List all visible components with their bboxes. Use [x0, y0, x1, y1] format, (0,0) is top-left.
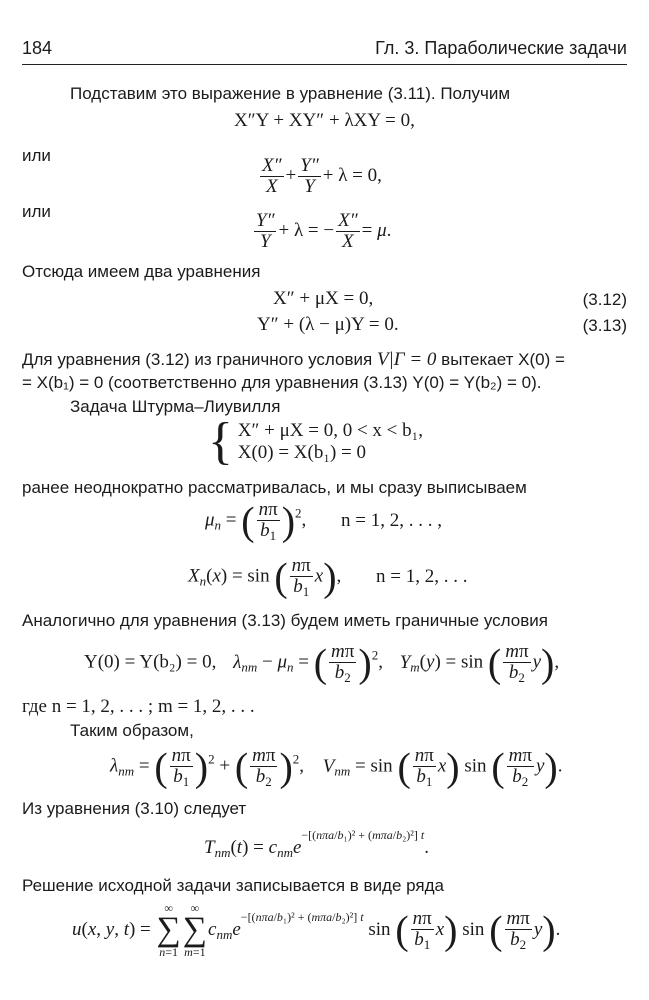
- paragraph-analogously: Аналогично для уравнения (3.13) будем иметь граничные условия: [22, 611, 548, 630]
- equation-boundary-m: Y(0) = Y(b₂) = 0, $\lambda_{nm} - \mu_n$ = ( $\frac{m\pi}{b_2}$ )$^2$, $Y_m(y) = \sin$ ( $\frac{m\pi}{b_2}$ y),: [84, 640, 560, 686]
- equation-T-nm: $T_{nm}(t) = c_{nm}e-[(n\pi a/b_1)^2 + (m\pi a/b_2)^2]$ t.: [204, 828, 429, 860]
- bc-y: Y(0) = Y(b₂) = 0,: [84, 651, 217, 673]
- sl-equation: X″ + μX = 0, 0 < x < b₁,: [237, 420, 423, 441]
- sum-n: ∞ ∑ n=1: [156, 901, 181, 959]
- boundary-text-b: вытекает X(0) =: [441, 350, 565, 369]
- equation-3-12: X″ + μX = 0,: [273, 288, 374, 309]
- paragraph-from-3-10: Из уравнения (3.10) следует: [22, 799, 247, 818]
- equation-number-3-12: (3.12): [582, 290, 627, 309]
- mu-n-range: n = 1, 2, . . . ,: [341, 509, 442, 531]
- X-n-range: n = 1, 2, . . .: [376, 565, 468, 587]
- equation-mu-definition: $\frac{Y''}{Y}$ + λ = − $\frac{X''}{X}$ = μ.: [256, 210, 392, 252]
- equation-3-13: Y″ + (λ − μ)Y = 0.: [257, 314, 399, 335]
- equation-lambda-V: $\lambda_{nm}$ = ( $\frac{n\pi}{b_1}$ )$^2$ + ( $\frac{m\pi}{b_2}$ )$^2$, $V_{nm} = \sin$ ( $\frac{n\pi}{b_1}$ x) sin ( $\frac{m\pi}{b_2}$ y).: [110, 744, 563, 790]
- paragraph-sturm-liouville: Задача Штурма–Лиувилля: [70, 397, 281, 416]
- sl-boundary: X(0) = X(b₁) = 0: [237, 442, 367, 463]
- paragraph-earlier: ранее неоднократно рассматривалась, и мы сразу выписываем: [22, 478, 527, 497]
- paragraph-two-equations: Отсюда имеем два уравнения: [22, 262, 261, 281]
- header-rule: [22, 64, 627, 65]
- equation-ratio-sum: $\frac{X''}{X}$ + $\frac{Y''}{Y}$ + λ = 0,: [262, 155, 382, 197]
- page-number: 184: [22, 38, 53, 58]
- paragraph-thus: Таким образом,: [70, 721, 194, 740]
- left-brace: {: [208, 413, 233, 470]
- page-header: [22, 36, 627, 62]
- bc-comma: ,: [554, 651, 560, 673]
- paragraph-boundary-line1: [22, 349, 565, 371]
- paragraph-substitute: Подставим это выражение в уравнение (3.11). Получим: [70, 84, 511, 103]
- equation-mu-n: $\mu_n$ = ( $\frac{n\pi}{b_1}$ )$^2$, n = 1, 2, . . . ,: [205, 498, 442, 544]
- equation-separation: X″Y + XY″ + λXY = 0,: [234, 110, 415, 131]
- paragraph-boundary-line2: = X(b₁) = 0 (соответственно для уравнения (3.13) Y(0) = Y(b₂) = 0).: [22, 373, 542, 392]
- T-nm-dot: .: [424, 837, 429, 858]
- chapter-title: Гл. 3. Параболические задачи: [375, 38, 627, 58]
- equation-series-solution: u(x, y, t) = ∞ ∑ n=1 ∞ ∑ m=1 $c_{nm}e-[(n\pi a/b_1)^2 + (m\pi a/b_2)^2]$ t sin ( $\frac{n\pi}{b_1}$ x) sin ( $\frac{m\pi}{b_2}$ y).: [72, 901, 561, 959]
- boundary-condition: V|Γ = 0: [376, 349, 437, 370]
- equation-X-n: $X_n(x) = \sin$ ( $\frac{n\pi}{b_1}$ x), n = 1, 2, . . .: [188, 554, 468, 600]
- series-dot: .: [555, 918, 561, 940]
- paragraph-solution: Решение исходной задачи записывается в виде ряда: [22, 876, 444, 895]
- paragraph-index-range: где n = 1, 2, . . . ; m = 1, 2, . . .: [22, 696, 255, 717]
- word-or-2: или: [22, 202, 51, 221]
- sturm-liouville-system: [208, 413, 423, 470]
- lambda-V-dot: .: [557, 755, 563, 777]
- word-or-1: или: [22, 146, 51, 165]
- equation-number-3-13: (3.13): [582, 316, 627, 335]
- boundary-text-a: Для уравнения (3.12) из граничного условия: [22, 350, 373, 369]
- sum-m: ∞ ∑ m=1: [182, 901, 208, 959]
